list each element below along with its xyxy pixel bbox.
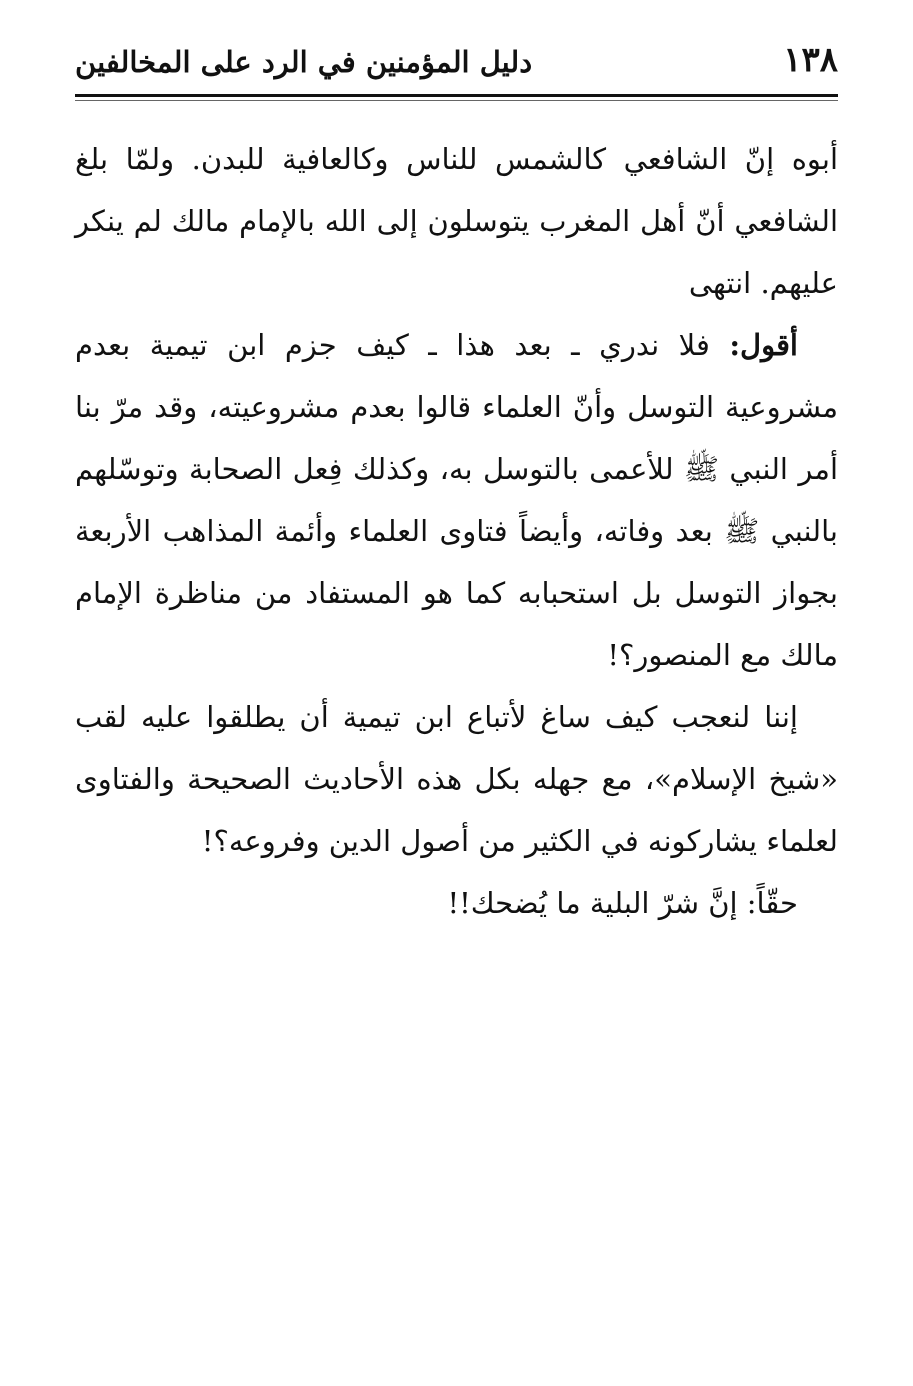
page-number: ١٣٨ — [783, 40, 838, 80]
paragraph — [75, 872, 838, 934]
paragraph — [75, 128, 838, 314]
paragraph-text: حقّاً: إنَّ شرّ البلية ما يُضحك!! — [447, 886, 798, 920]
paragraph-lead-word: أقول: — [729, 328, 798, 362]
paragraph-text: أبوه إنّ الشافعي كالشمس للناس وكالعافية للبدن. ولمّا بلغ الشافعي أنّ أهل المغرب يتوسلون إلى الله بالإمام مالك لم ينكر عليهم. انتهى — [75, 142, 838, 300]
header-rule-thin — [75, 100, 838, 101]
paragraph-text: فلا ندري ـ بعد هذا ـ كيف جزم ابن تيمية بعدم مشروعية التوسل وأنّ العلماء قالوا بعدم مشروعيته، وقد مرّ بنا أمر النبي ﷺ للأعمى بالتوسل به، وكذلك فِعل الصحابة وتوسّلهم بالنبي ﷺ بعد وفاته، وأيضاً فتاوى العلماء وأئمة المذاهب الأربعة بجواز التوسل بل استحبابه كما هو المستفاد من مناظرة الإمام مالك مع المنصور؟! — [75, 328, 838, 672]
paragraph — [75, 314, 838, 686]
header-rule — [75, 94, 838, 97]
paragraph — [75, 686, 838, 872]
page-body — [75, 128, 838, 934]
page-header — [75, 38, 838, 92]
paragraph-text: إننا لنعجب كيف ساغ لأتباع ابن تيمية أن يطلقوا عليه لقب «شيخ الإسلام»، مع جهله بكل هذه الأحاديث الصحيحة والفتاوى لعلماء يشاركونه في الكثير من أصول الدين وفروعه؟! — [75, 700, 838, 858]
running-title: دليل المؤمنين في الرد على المخالفين — [75, 45, 533, 79]
